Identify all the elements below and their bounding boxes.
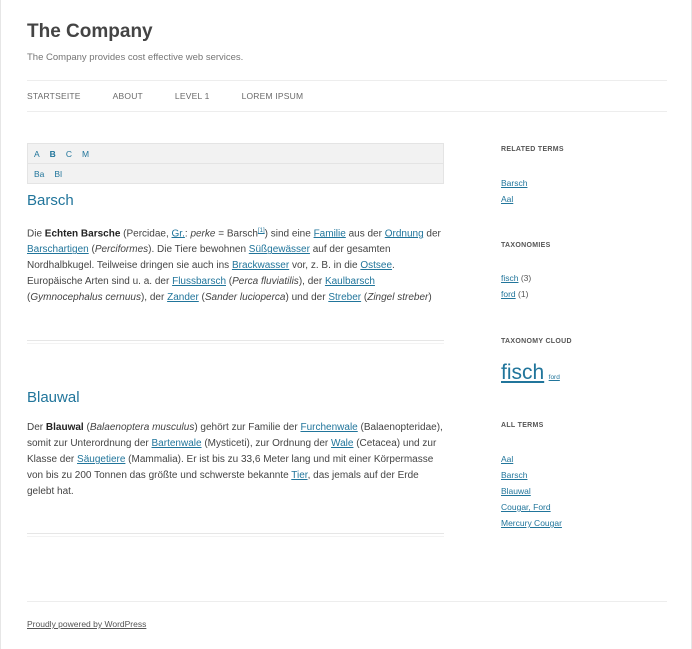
link-brackwasser[interactable]: Brackwasser [231,260,290,272]
entry-separator [27,340,444,344]
list-item [501,270,551,286]
text: (Balaenopteridae), somit zur Unterordnung der [27,422,443,449]
alphabet-sub-row [28,163,443,183]
text: (Mysticeti), zur Ordnung der [201,438,332,449]
link-familie[interactable]: Familie [313,228,346,240]
widget-title-taxonomy-cloud: TAXONOMY CLOUD [501,338,572,345]
main-navigation [27,80,667,112]
list-item [501,191,564,207]
taxonomy-count: (3) [518,273,532,283]
link-barschartigen[interactable]: Barschartigen [27,244,89,256]
text: : [184,228,191,240]
main-content [27,143,444,497]
list-item [501,467,562,483]
text: (Mammalia). Er ist bis zu 33,6 Meter lang und mit einer Körpermasse von bis zu 200 Tonnen das größte und schwerste bekannte [27,454,434,481]
list-item [501,483,562,499]
text: ( [88,244,95,256]
site-header [27,18,667,63]
widget-all-terms [501,422,562,531]
text: ) und der [285,292,329,304]
text: (Cetacea) und zur Klasse der [27,438,437,465]
link-streber[interactable]: Streber [328,292,362,304]
taxonomy-count: (1) [515,289,529,299]
site-title[interactable]: The Company [27,21,153,42]
link-bartenwale[interactable]: Bartenwale [151,438,202,449]
text: ), der [140,292,168,304]
bold-term: Blauwal [45,422,84,433]
alphabet-letter-m[interactable]: M [81,148,90,159]
widget-taxonomy-cloud [501,338,572,385]
footnote-ref-1[interactable]: [1] [257,228,265,234]
glossary-alphabet-bar [27,143,444,184]
entry-blauwal [27,389,444,537]
entry-title-blauwal[interactable]: Blauwal [27,389,80,406]
list-item [501,175,564,191]
text: ), der [298,276,325,288]
link-flussbarsch[interactable]: Flussbarsch [172,276,226,288]
nav-item-about[interactable]: ABOUT [112,91,143,101]
tag-cloud [501,361,572,385]
link-ordnung[interactable]: Ordnung [384,228,424,240]
text: vor, z. B. in die [289,260,361,272]
all-term-link[interactable]: Barsch [501,470,528,480]
link-tier[interactable]: Tier [291,470,308,481]
link-saeugetiere[interactable]: Säugetiere [77,454,126,465]
nav-item-level-1[interactable]: LEVEL 1 [174,91,210,101]
text: (Percidae, [120,228,172,240]
italic-text: Gymnocephalus cernuus [30,292,141,304]
taxonomy-link-fisch[interactable]: fisch [501,273,519,283]
link-ostsee[interactable]: Ostsee [360,260,393,272]
widget-taxonomies [501,242,551,302]
entry-body-blauwal [27,420,444,500]
italic-text: Zingel streber [367,292,429,304]
alphabet-letter-a[interactable]: A [34,148,40,159]
cloud-tag-fisch[interactable]: fisch [501,361,545,384]
text: ( [198,292,205,304]
text: ( [226,276,233,288]
text: ( [27,292,31,304]
text: ) gehört zur Familie der [194,422,301,433]
site-footer [27,601,667,629]
widget-title-taxonomies: TAXONOMIES [501,242,551,249]
text: ) sind eine [264,228,314,240]
footer-wordpress-link[interactable]: Proudly powered by WordPress [27,619,147,629]
italic-text: perke [190,228,216,240]
list-item [501,451,562,467]
italic-text: Perciformes [94,244,149,256]
link-furchenwale[interactable]: Furchenwale [300,422,358,433]
alphabet-letter-b[interactable]: B [49,148,56,159]
italic-text: Sander lucioperca [204,292,286,304]
all-term-link[interactable]: Mercury Cougar [501,518,562,528]
link-zander[interactable]: Zander [167,292,199,304]
entry-body-barsch [27,223,444,306]
alphabet-sub-ba[interactable]: Ba [34,168,45,179]
link-gr[interactable]: Gr. [171,228,185,240]
italic-text: Balaenoptera musculus [89,422,195,433]
text: aus der [345,228,385,240]
related-term-link[interactable]: Aal [501,194,514,204]
widget-title-all-terms: ALL TERMS [501,422,544,429]
link-wale[interactable]: Wale [331,438,354,449]
italic-text: Perca fluviatilis [232,276,299,288]
text: auf der gesamten Nordhalbkugel. Teilweise dringen sie auch ins [27,244,391,272]
text: ( [83,422,90,433]
related-term-link[interactable]: Barsch [501,178,528,188]
site-description: The Company provides cost effective web services. [27,52,244,63]
text: der [423,228,441,240]
list-item [501,499,562,515]
entry-title-barsch[interactable]: Barsch [27,192,74,209]
all-term-link[interactable]: Cougar, Ford [501,502,551,512]
text: Die [27,228,45,240]
alphabet-letter-c[interactable]: C [65,148,72,159]
alphabet-sub-bl[interactable]: Bl [54,168,62,179]
text: Der [27,422,46,433]
list-item [501,286,551,302]
all-term-link[interactable]: Blauwal [501,486,531,496]
text: = Barsch [215,228,258,240]
nav-item-lorem-ipsum[interactable]: LOREM IPSUM [241,91,304,101]
link-kaulbarsch[interactable]: Kaulbarsch [324,276,375,288]
text: ) [428,292,432,304]
text: ). Die Tiere bewohnen [148,244,249,256]
cloud-tag-ford[interactable]: ford [548,374,560,381]
text: ( [361,292,368,304]
all-term-link[interactable]: Aal [501,454,514,464]
text: , das jemals auf der Erde gelebt hat. [27,470,419,497]
widget-title-related-terms: RELATED TERMS [501,146,564,153]
bold-term: Echten Barsche [44,228,121,240]
page-edge-left [0,0,1,649]
widget-related-terms [501,146,564,207]
entry-barsch [27,192,444,344]
nav-item-startseite[interactable]: STARTSEITE [27,91,81,101]
taxonomy-link-ford[interactable]: ford [501,289,516,299]
list-item [501,515,562,531]
alphabet-letters-row [28,144,443,163]
entry-separator [27,533,444,537]
link-suessgewaesser[interactable]: Süßgewässer [248,244,310,256]
text: . Europäische Arten sind u. a. der [27,260,395,288]
